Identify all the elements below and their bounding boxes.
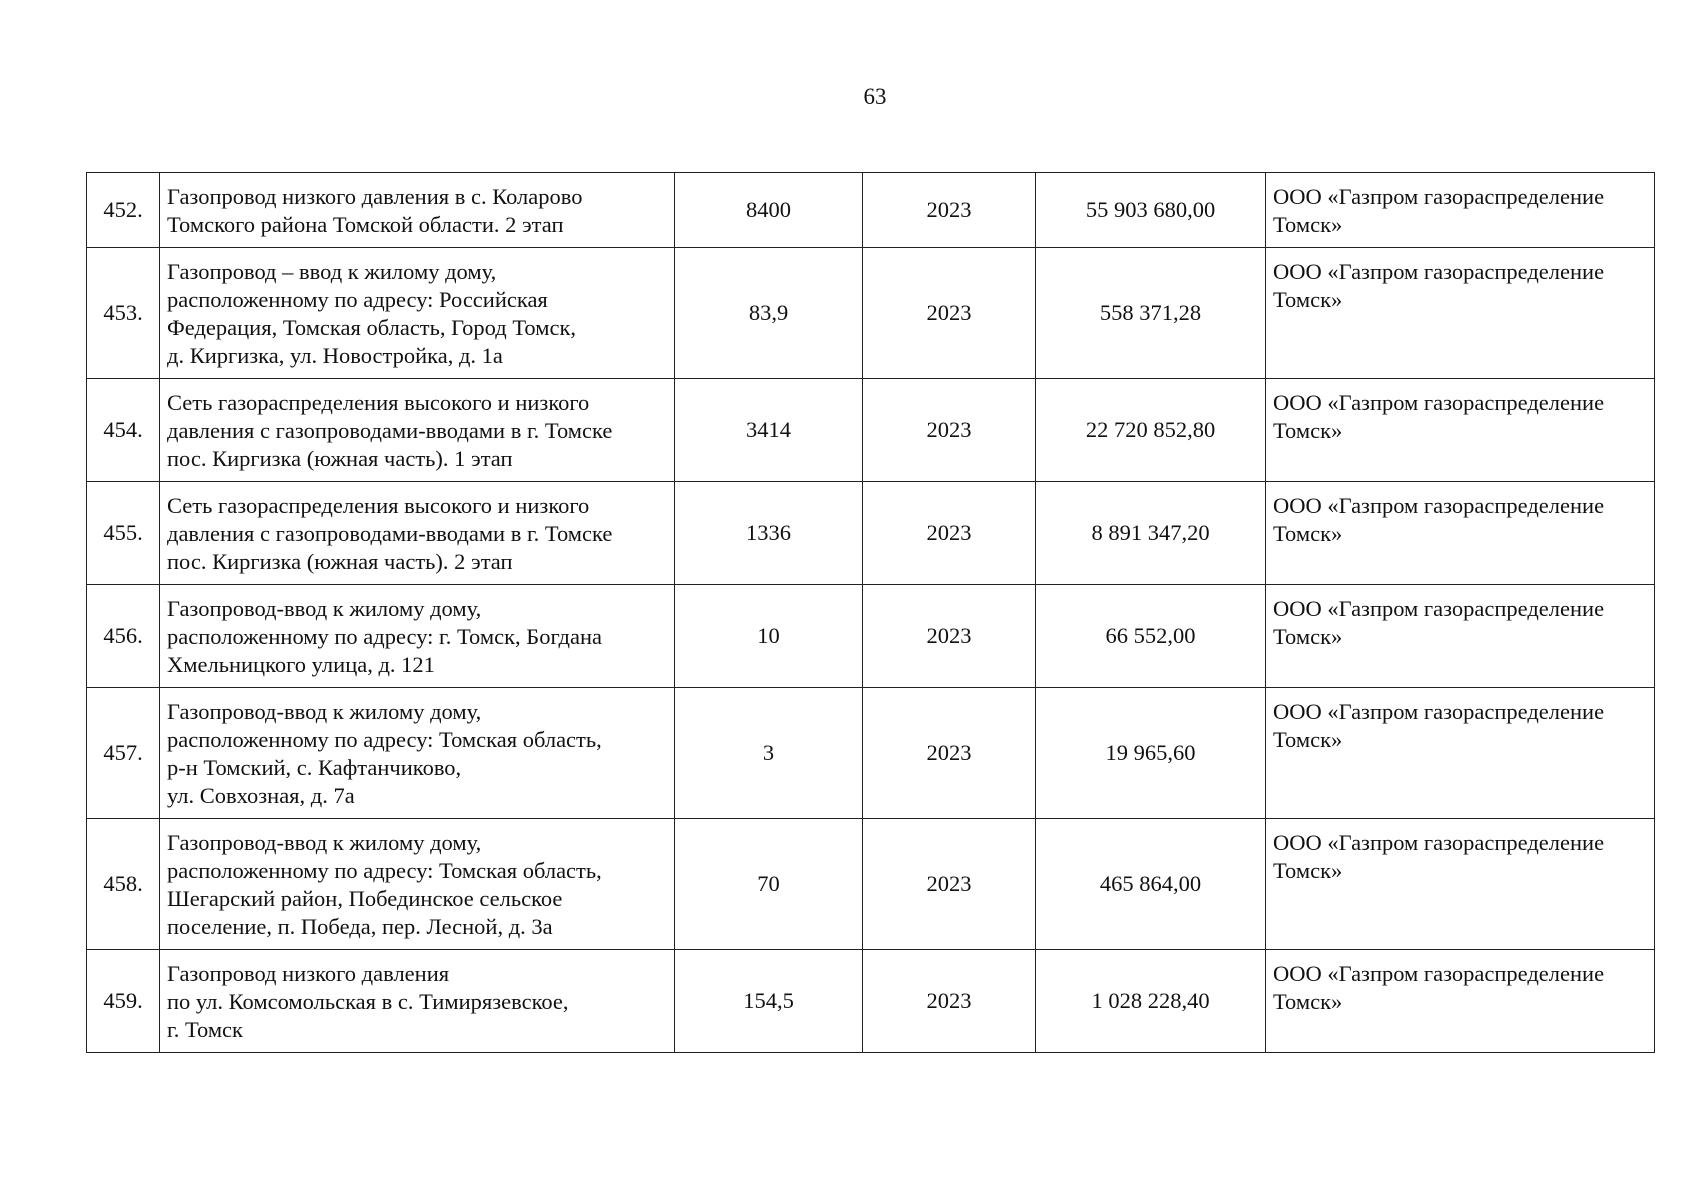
- table-row: [87, 248, 1655, 379]
- object-name-cell: [160, 482, 675, 585]
- table-row: [87, 585, 1655, 688]
- table-row: [87, 819, 1655, 950]
- object-name-line: д. Киргизка, ул. Новостройка, д. 1а: [167, 343, 503, 368]
- row-number-cell: 458.: [87, 819, 160, 950]
- organization-cell: [1266, 585, 1655, 688]
- cost-cell: 22 720 852,80: [1036, 379, 1266, 482]
- row-number-cell: 457.: [87, 688, 160, 819]
- length-cell: 154,5: [675, 950, 863, 1053]
- cost-cell: 558 371,28: [1036, 248, 1266, 379]
- organization-line: Томск»: [1273, 858, 1343, 883]
- table-row: [87, 173, 1655, 248]
- cost-cell: 8 891 347,20: [1036, 482, 1266, 585]
- object-name-line: давления с газопроводами-вводами в г. Томске: [167, 418, 613, 443]
- organization-line: Томск»: [1273, 418, 1343, 443]
- length-cell: 10: [675, 585, 863, 688]
- cost-cell: 19 965,60: [1036, 688, 1266, 819]
- organization-line: ООО «Газпром газораспределение: [1273, 184, 1605, 209]
- year-cell: 2023: [863, 688, 1036, 819]
- object-name-cell: [160, 173, 675, 248]
- year-cell: 2023: [863, 950, 1036, 1053]
- organization-line: ООО «Газпром газораспределение: [1273, 961, 1605, 986]
- organization-cell: [1266, 379, 1655, 482]
- object-name-line: расположенному по адресу: г. Томск, Богдана: [167, 624, 603, 649]
- year-cell: 2023: [863, 248, 1036, 379]
- organization-line: Томск»: [1273, 521, 1343, 546]
- object-name-line: Газопровод низкого давления: [167, 961, 450, 986]
- organization-line: Томск»: [1273, 287, 1343, 312]
- object-name-line: Газопровод низкого давления в с. Коларово: [167, 184, 583, 209]
- length-cell: 70: [675, 819, 863, 950]
- year-cell: 2023: [863, 585, 1036, 688]
- table-body: [87, 173, 1655, 1053]
- row-number-cell: 452.: [87, 173, 160, 248]
- organization-line: ООО «Газпром газораспределение: [1273, 390, 1605, 415]
- object-name-line: поселение, п. Победа, пер. Лесной, д. 3а: [167, 914, 553, 939]
- object-name-line: ул. Совхозная, д. 7а: [167, 783, 355, 808]
- row-number-cell: 453.: [87, 248, 160, 379]
- length-cell: 3: [675, 688, 863, 819]
- organization-line: ООО «Газпром газораспределение: [1273, 596, 1605, 621]
- object-name-line: Томского района Томской области. 2 этап: [167, 212, 564, 237]
- object-name-line: пос. Киргизка (южная часть). 1 этап: [167, 446, 513, 471]
- object-name-line: Хмельницкого улица, д. 121: [167, 652, 435, 677]
- table-row: [87, 688, 1655, 819]
- object-name-line: давления с газопроводами-вводами в г. Томске: [167, 521, 613, 546]
- length-cell: 1336: [675, 482, 863, 585]
- object-name-line: г. Томск: [167, 1017, 243, 1042]
- year-cell: 2023: [863, 379, 1036, 482]
- length-cell: 3414: [675, 379, 863, 482]
- object-name-line: Газопровод – ввод к жилому дому,: [167, 259, 497, 284]
- organization-line: ООО «Газпром газораспределение: [1273, 493, 1605, 518]
- organization-line: Томск»: [1273, 212, 1343, 237]
- object-name-line: Газопровод-ввод к жилому дому,: [167, 699, 482, 724]
- organization-line: Томск»: [1273, 624, 1343, 649]
- organization-line: ООО «Газпром газораспределение: [1273, 259, 1605, 284]
- cost-cell: 55 903 680,00: [1036, 173, 1266, 248]
- cost-cell: 465 864,00: [1036, 819, 1266, 950]
- row-number-cell: 456.: [87, 585, 160, 688]
- year-cell: 2023: [863, 819, 1036, 950]
- cost-cell: 66 552,00: [1036, 585, 1266, 688]
- object-name-line: Газопровод-ввод к жилому дому,: [167, 830, 482, 855]
- row-number-cell: 455.: [87, 482, 160, 585]
- organization-cell: [1266, 482, 1655, 585]
- object-name-cell: [160, 379, 675, 482]
- cost-cell: 1 028 228,40: [1036, 950, 1266, 1053]
- organization-cell: [1266, 173, 1655, 248]
- organization-cell: [1266, 950, 1655, 1053]
- object-name-line: Сеть газораспределения высокого и низкого: [167, 390, 590, 415]
- object-name-line: р-н Томский, с. Кафтанчиково,: [167, 755, 462, 780]
- table-row: [87, 482, 1655, 585]
- object-name-cell: [160, 819, 675, 950]
- object-name-line: Шегарский район, Побединское сельское: [167, 886, 563, 911]
- organization-cell: [1266, 688, 1655, 819]
- length-cell: 83,9: [675, 248, 863, 379]
- year-cell: 2023: [863, 173, 1036, 248]
- row-number-cell: 454.: [87, 379, 160, 482]
- object-name-line: пос. Киргизка (южная часть). 2 этап: [167, 549, 513, 574]
- year-cell: 2023: [863, 482, 1036, 585]
- object-name-cell: [160, 248, 675, 379]
- table-row: [87, 379, 1655, 482]
- row-number-cell: 459.: [87, 950, 160, 1053]
- object-name-line: Газопровод-ввод к жилому дому,: [167, 596, 482, 621]
- object-name-line: расположенному по адресу: Томская область,: [167, 727, 602, 752]
- object-name-line: по ул. Комсомольская в с. Тимирязевское,: [167, 989, 569, 1014]
- object-name-line: расположенному по адресу: Российская: [167, 287, 548, 312]
- organization-line: Томск»: [1273, 989, 1343, 1014]
- length-cell: 8400: [675, 173, 863, 248]
- object-name-line: Федерация, Томская область, Город Томск,: [167, 315, 577, 340]
- objects-table: [86, 172, 1655, 1053]
- organization-cell: [1266, 248, 1655, 379]
- object-name-line: Сеть газораспределения высокого и низкого: [167, 493, 590, 518]
- page-number: 63: [863, 84, 887, 109]
- object-name-line: расположенному по адресу: Томская область,: [167, 858, 602, 883]
- object-name-cell: [160, 688, 675, 819]
- organization-line: ООО «Газпром газораспределение: [1273, 830, 1605, 855]
- object-name-cell: [160, 585, 675, 688]
- table-row: [87, 950, 1655, 1053]
- object-name-cell: [160, 950, 675, 1053]
- organization-line: Томск»: [1273, 727, 1343, 752]
- organization-cell: [1266, 819, 1655, 950]
- organization-line: ООО «Газпром газораспределение: [1273, 699, 1605, 724]
